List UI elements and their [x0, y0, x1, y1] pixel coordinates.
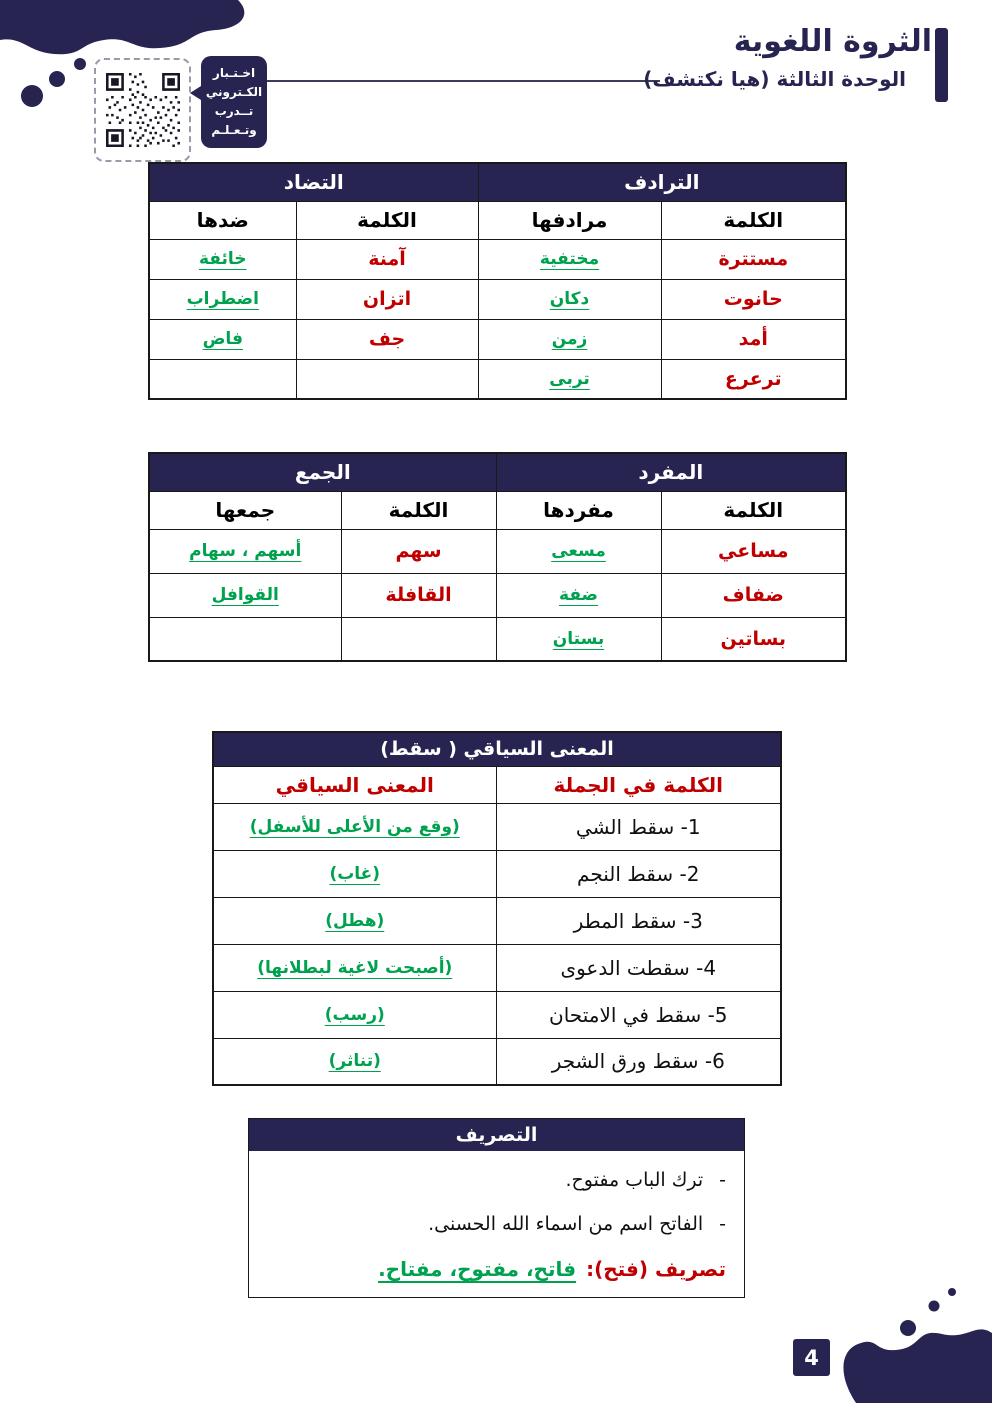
example-line: [263, 1169, 730, 1191]
meaning-cell: (وقع من الأعلى للأسفل): [213, 803, 496, 850]
synonym-cell: تربى: [478, 359, 661, 399]
antonym-cell: خائفة: [149, 239, 296, 279]
table-row: [213, 803, 781, 850]
bullet-dash: -: [719, 1169, 726, 1191]
singular-column-header: مفردها: [496, 491, 661, 529]
contextual-meaning-table: [212, 731, 782, 1086]
table-row: [213, 897, 781, 944]
antonym-cell: فاض: [149, 319, 296, 359]
column-header-row: [149, 491, 846, 529]
sentence-cell: 1- سقط الشي: [496, 803, 781, 850]
meaning-cell: (غاب): [213, 850, 496, 897]
table-row: [149, 529, 846, 573]
table-row: [213, 944, 781, 991]
example-text: الفاتح اسم من اسماء الله الحسنى.: [428, 1213, 704, 1235]
singular-cell: بستان: [496, 617, 661, 661]
word-cell: آمنة: [296, 239, 478, 279]
qr-code-frame: [94, 58, 191, 162]
table-row: [213, 850, 781, 897]
meaning-cell: (هطل): [213, 897, 496, 944]
antonym-column-header: ضدها: [149, 201, 296, 239]
table-row: [149, 617, 846, 661]
example-line: [263, 1213, 730, 1235]
plural-cell: القوافل: [149, 573, 341, 617]
header-divider-line: [252, 80, 660, 82]
synonym-cell: دكان: [478, 279, 661, 319]
singular-cell: مسعى: [496, 529, 661, 573]
word-column-header: الكلمة: [296, 201, 478, 239]
bullet-dash: -: [719, 1213, 726, 1235]
table-row: [149, 359, 846, 399]
conjugation-label: تصريف (فتح):: [586, 1257, 726, 1281]
sentence-cell: 5- سقط في الامتحان: [496, 991, 781, 1038]
qr-caption-line: وتـعـلـم: [211, 123, 257, 138]
qr-code-icon: [106, 73, 180, 147]
synonym-cell: مختفية: [478, 239, 661, 279]
word-cell: ترعرع: [661, 359, 846, 399]
qr-caption: [201, 56, 267, 148]
sentence-cell: 6- سقط ورق الشجر: [496, 1038, 781, 1085]
word-cell: ضفاف: [661, 573, 846, 617]
conjugation-result-line: [263, 1257, 730, 1281]
meaning-cell: (أصبحت لاغية لبطلانها): [213, 944, 496, 991]
word-cell: حانوت: [661, 279, 846, 319]
page-number: 4: [793, 1339, 830, 1376]
column-header-row: [149, 201, 846, 239]
conjugation-body: [249, 1151, 744, 1297]
qr-caption-arrow: [190, 86, 201, 100]
synonym-cell: زمن: [478, 319, 661, 359]
word-cell: بساتين: [661, 617, 846, 661]
word-cell: القافلة: [341, 573, 496, 617]
example-text: ترك الباب مفتوح.: [565, 1169, 704, 1191]
section-header-row: [149, 453, 846, 491]
sentence-cell: 4- سقطت الدعوى: [496, 944, 781, 991]
word-cell: مستترة: [661, 239, 846, 279]
antonym-cell: اضطراب: [149, 279, 296, 319]
plural-cell: [149, 617, 341, 661]
table-row: [213, 1038, 781, 1085]
antonym-cell: [149, 359, 296, 399]
word-column-header: الكلمة: [661, 491, 846, 529]
meaning-cell: (تناثر): [213, 1038, 496, 1085]
sentence-cell: 2- سقط النجم: [496, 850, 781, 897]
qr-caption-line: تــدرب: [214, 104, 254, 118]
word-cell: مساعي: [661, 529, 846, 573]
synonym-antonym-table: [148, 162, 847, 400]
sentence-column-header: الكلمة في الجملة: [496, 766, 781, 803]
word-cell: اتزان: [296, 279, 478, 319]
table-row: [149, 239, 846, 279]
word-cell: أمد: [661, 319, 846, 359]
table-row: [149, 573, 846, 617]
table-row: [149, 319, 846, 359]
word-column-header: الكلمة: [341, 491, 496, 529]
word-cell: سهم: [341, 529, 496, 573]
page-subtitle: الوحدة الثالثة (هيا نكتشف): [643, 67, 906, 91]
table-title-row: [213, 732, 781, 766]
synonym-column-header: مرادفها: [478, 201, 661, 239]
header-accent-bar: [935, 28, 948, 102]
singular-section-header: المفرد: [496, 453, 846, 491]
conjugation-value: فاتح، مفتوح، مفتاح.: [378, 1257, 577, 1281]
table-row: [213, 991, 781, 1038]
table-row: [149, 279, 846, 319]
conjugation-title: التصريف: [249, 1119, 744, 1151]
meaning-column-header: المعنى السياقي: [213, 766, 496, 803]
singular-plural-table: [148, 452, 847, 662]
plural-section-header: الجمع: [149, 453, 496, 491]
sentence-cell: 3- سقط المطر: [496, 897, 781, 944]
qr-caption-line: الكـتروني: [205, 84, 263, 99]
word-cell: جف: [296, 319, 478, 359]
word-cell: [296, 359, 478, 399]
qr-caption-line: اخـتـبار: [212, 65, 256, 80]
antonyms-section-header: التضاد: [149, 163, 478, 201]
plural-cell: أسهم ، سهام: [149, 529, 341, 573]
contextual-meaning-title: المعنى السياقي ( سقط): [213, 732, 781, 766]
section-header-row: [149, 163, 846, 201]
word-column-header: الكلمة: [661, 201, 846, 239]
word-cell: [341, 617, 496, 661]
singular-cell: ضفة: [496, 573, 661, 617]
column-header-row: [213, 766, 781, 803]
page-title: الثروة اللغوية: [733, 24, 932, 59]
plural-column-header: جمعها: [149, 491, 341, 529]
meaning-cell: (رسب): [213, 991, 496, 1038]
conjugation-box: [248, 1118, 745, 1298]
synonyms-section-header: الترادف: [478, 163, 846, 201]
